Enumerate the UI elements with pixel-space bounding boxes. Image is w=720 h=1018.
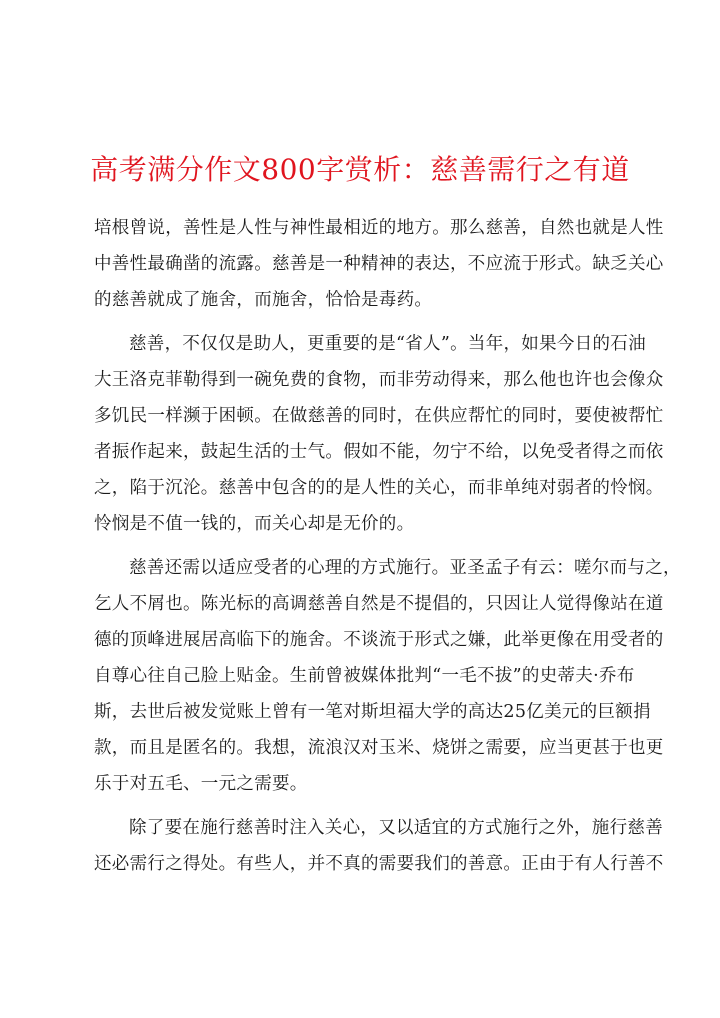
paragraph-line: 培根曾说，善性是人性与神性最相近的地方。那么慈善，自然也就是人性 [94,218,664,238]
paragraph-line: 乞人不屑也。陈光标的高调慈善自然是不提倡的，只因让人觉得像站在道 [94,594,664,614]
paragraph-line: 慈善，不仅仅是助人，更重要的是“省人”。当年，如果今日的石油 [129,334,646,354]
document-body [94,210,681,882]
paragraph-line: 还必需行之得处。有些人，并不真的需要我们的善意。正由于有人行善不 [94,854,664,874]
paragraph-line: 多饥民一样濒于困顿。在做慈善的同时，在供应帮忙的同时，要使被帮忙 [94,406,664,426]
paragraph-line: 德的顶峰进展居高临下的施舍。不谈流于形式之嫌，此举更像在用受者的 [94,630,664,650]
paragraph-line: 斯，去世后被发觉账上曾有一笔对斯坦福大学的高达25亿美元的巨额捐 [94,702,651,722]
document-title: 高考满分作文800字赏析：慈善需行之有道 [90,153,630,186]
paragraph-line: 中善性最确凿的流露。慈善是一种精神的表达，不应流于形式。缺乏关心 [94,254,664,274]
paragraph-4 [94,810,664,882]
paragraph-line: 大王洛克菲勒得到一碗免费的食物，而非劳动得来，那么他也许也会像众 [94,370,664,390]
paragraph-line: 慈善还需以适应受者的心理的方式施行。亚圣孟子有云：嗟尔而与之， [129,558,681,578]
paragraph-line: 之，陷于沉沦。慈善中包含的的是人性的关心，而非单纯对弱者的怜悯。 [94,478,664,498]
paragraph-line: 者振作起来，鼓起生活的士气。假如不能，勿宁不给，以免受者得之而依 [94,442,664,462]
paragraph-line: 乐于对五毛、一元之需要。 [94,774,308,794]
paragraph-line: 自尊心往自己脸上贴金。生前曾被媒体批判“一毛不拔”的史蒂夫·乔布 [94,666,635,686]
paragraph-line: 的慈善就成了施舍，而施舍，恰恰是毒药。 [94,290,433,310]
paragraph-2 [94,326,664,542]
paragraph-line: 除了要在施行慈善时注入关心，又以适宜的方式施行之外，施行慈善 [129,818,663,838]
paragraph-line: 怜悯是不值一钱的，而关心却是无价的。 [94,514,415,534]
paragraph-1 [94,210,664,318]
paragraph-line: 款，而且是匿名的。我想，流浪汉对玉米、烧饼之需要，应当更甚于也更 [94,738,664,758]
paragraph-3 [94,550,681,802]
